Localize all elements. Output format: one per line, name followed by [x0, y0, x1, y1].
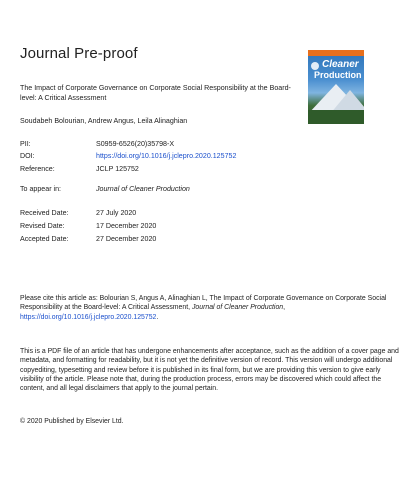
pii-value: S0959-6526(20)35798-X: [96, 140, 175, 148]
citation-journal: Journal of Cleaner Production: [191, 304, 284, 312]
reference-label: Reference:: [20, 165, 55, 173]
cover-top-bar: [308, 50, 364, 56]
accepted-date-label: Accepted Date:: [20, 235, 69, 243]
doi-link[interactable]: https://doi.org/10.1016/j.jclepro.2020.125752: [96, 152, 237, 160]
pre-proof-notice: This is a PDF file of an article that has undergone enhancements after acceptance, such as the addition of a cover page and metadata, and formatting for readability, but it is not yet the definitive version of record. This version will undergo additional copyediting, typesetting and review before it is published in its final form, but we are providing this version to give early visibility of the article. Please note that, during the production process, errors may be discovered which could affect the content, and all legal disclaimers that apply to the journal pertain.: [20, 348, 399, 393]
revised-date-value: 17 December 2020: [96, 222, 157, 230]
journal-cover-image: [308, 50, 364, 124]
citation-text: Please cite this article as: Bolourian S, Angus A, Alinaghian L, The Impact of Corporate Governance on Corporate Social Responsibility at the Board-level: A Critical Assessment,: [20, 295, 387, 312]
pii-label: PII:: [20, 140, 31, 148]
citation-period: .: [156, 313, 159, 321]
cover-forest: [308, 110, 364, 124]
reference-value: JCLP 125752: [96, 165, 139, 173]
copyright-notice: © 2020 Published by Elsevier Ltd.: [20, 418, 124, 425]
cover-title-line1: Cleaner: [322, 59, 359, 70]
citation-paragraph: [20, 294, 400, 322]
cover-title-line2: Production: [314, 70, 362, 80]
to-appear-label: To appear in:: [20, 185, 62, 193]
accepted-date-value: 27 December 2020: [96, 235, 157, 243]
citation-comma: ,: [283, 304, 286, 312]
to-appear-journal: Journal of Cleaner Production: [96, 185, 190, 193]
revised-date-label: Revised Date:: [20, 222, 65, 230]
elsevier-logo-icon: [311, 62, 319, 70]
article-authors: Soudabeh Bolourian, Andrew Angus, Leila Alinaghian: [20, 117, 188, 125]
received-date-value: 27 July 2020: [96, 209, 137, 217]
received-date-label: Received Date:: [20, 209, 69, 217]
journal-pre-proof-heading: Journal Pre-proof: [20, 45, 138, 62]
citation-doi-link[interactable]: https://doi.org/10.1016/j.jclepro.2020.125752: [20, 313, 157, 321]
doi-label: DOI:: [20, 152, 35, 160]
article-title: The Impact of Corporate Governance on Corporate Social Responsibility at the Board-level: A Critical Assessment: [20, 84, 291, 102]
